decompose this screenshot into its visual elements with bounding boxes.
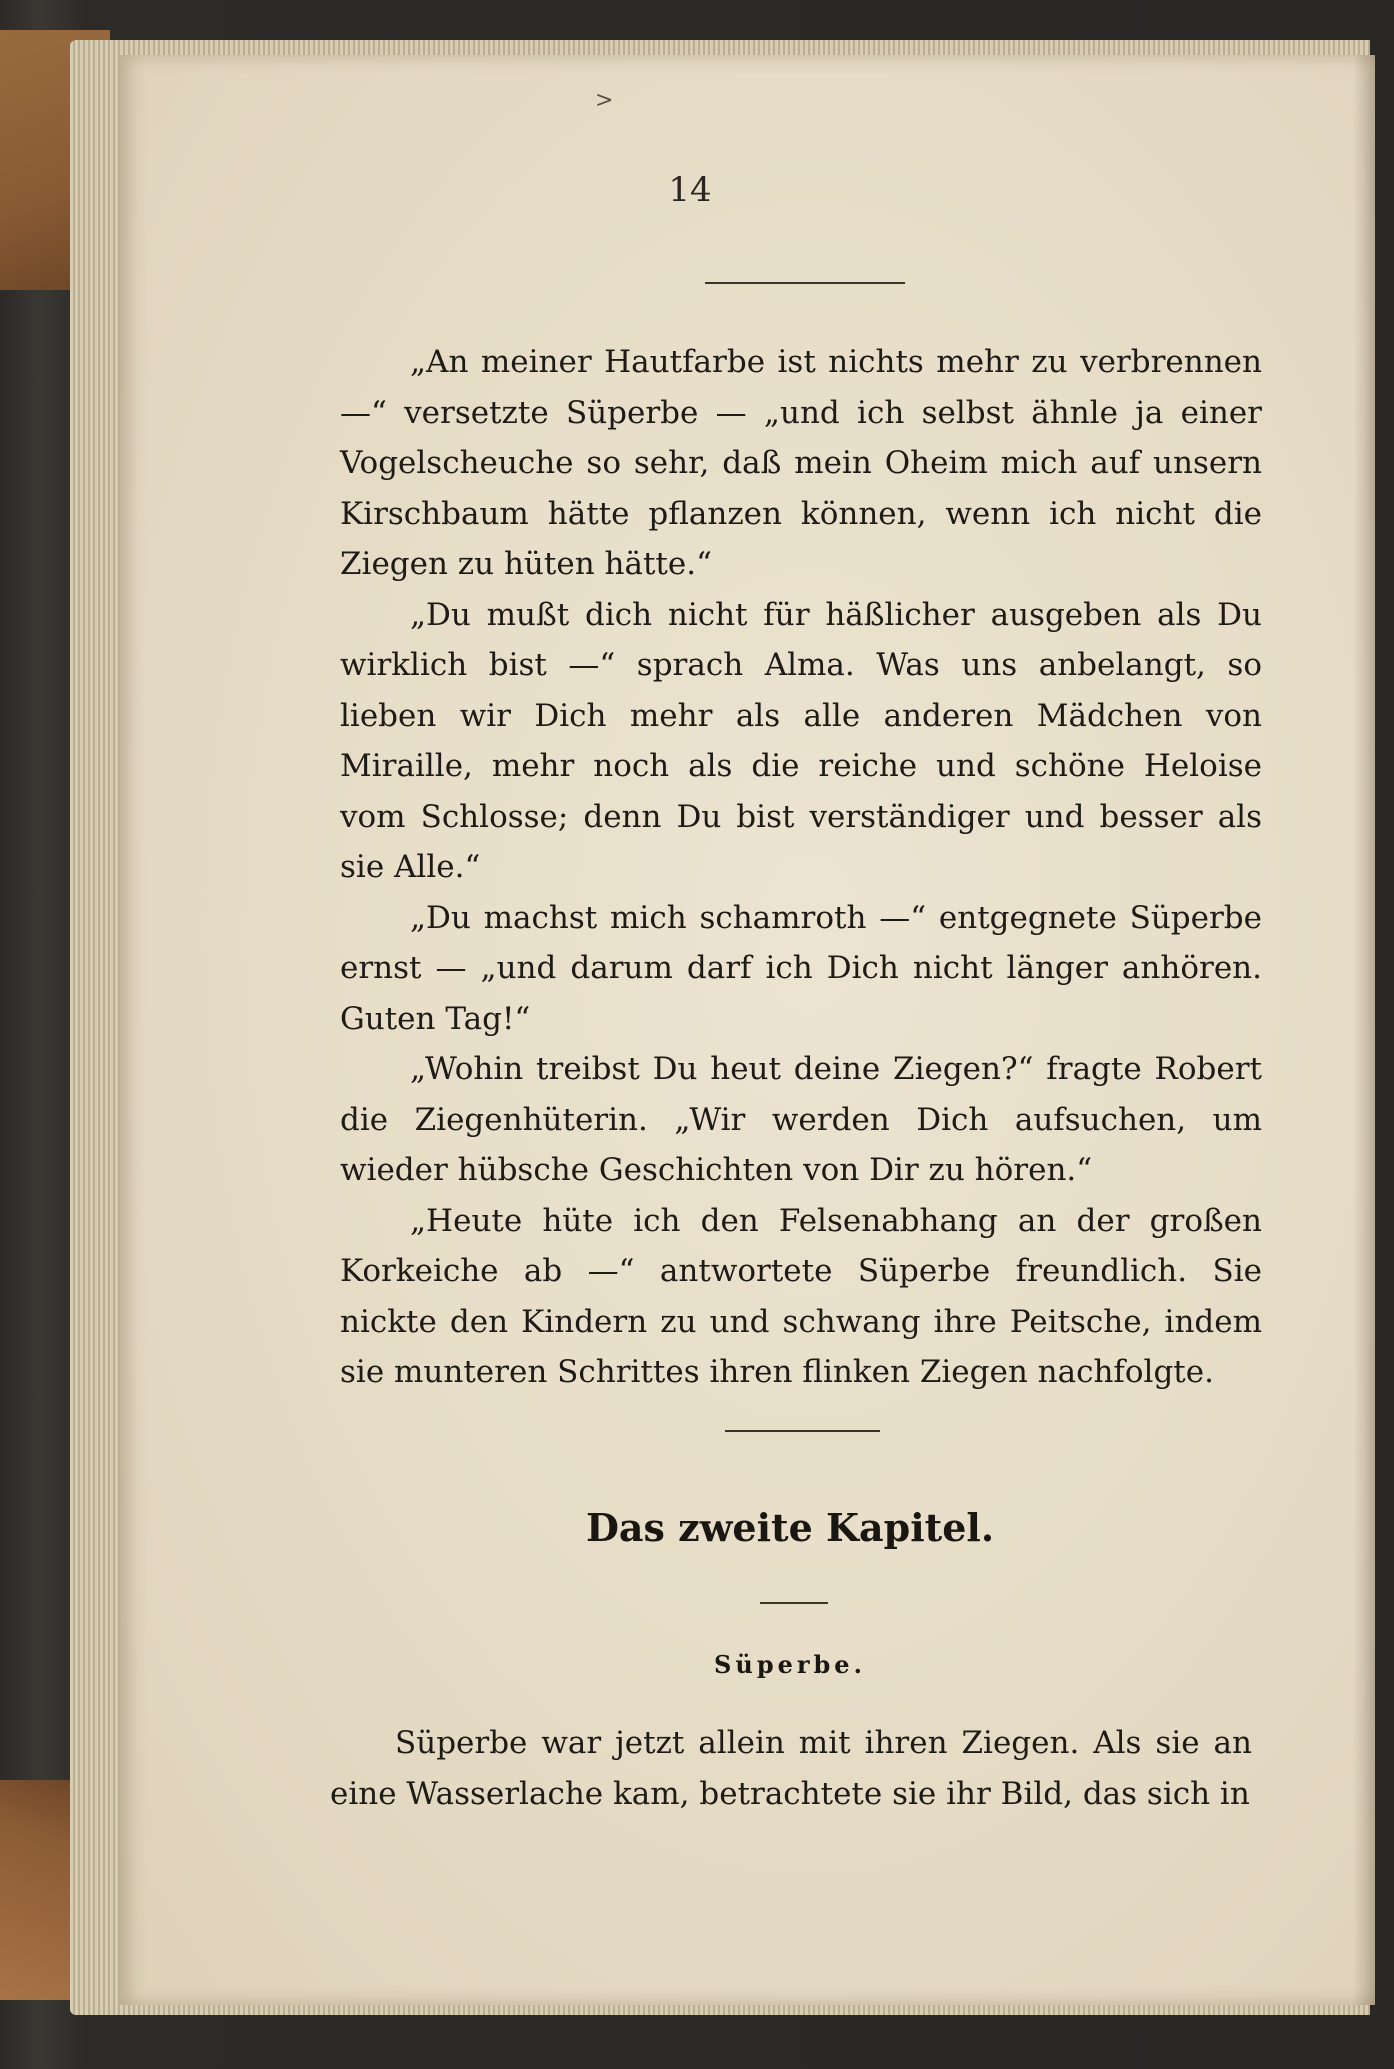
paragraph: „Wohin treibst Du heut deine Ziegen?“ fragte Robert die Ziegenhüterin. „Wir werden Dich aufsuchen, um wieder hübsche Geschichten von Dir zu hören.“ [340,1051,1262,1188]
chapter-rule [760,1602,828,1604]
paragraph: „Du machst mich schamroth —“ entgegnete Süperbe ernst — „und darum darf ich Dich nicht länger anhören. Guten Tag!“ [340,899,1262,1037]
paragraph: „An meiner Hautfarbe ist nichts mehr zu verbrennen —“ versetzte Süperbe — „und ich selbst ähnle ja einer Vogelscheuche so sehr, daß mein Oheim mich auf unsern Kirschbaum hätte pflanzen können, wenn ich nicht die Ziegen zu hüten hätte.“ [340,344,1262,582]
paragraph: „Du mußt dich nicht für häßlicher ausgeben als Du wirklich bist —“ sprach Alma. Was uns anbelangt, so lieben wir Dich mehr als alle anderen Mädchen von Miraille, mehr noch als die reiche und schöne Heloise vom Schlosse; denn Du bist verständiger und besser als sie Alle.“ [340,596,1262,885]
page-number: 14 [668,170,712,210]
paragraph: Süperbe war jetzt allein mit ihren Ziegen. Als sie an eine Wasserlache kam, betrachtete sie ihr Bild, das sich in [330,1725,1252,1812]
chapter-title: Das zweite Kapitel. [585,1505,995,1550]
spine-shadow [1353,55,1375,2005]
page-mark: > [595,88,614,113]
body-text [340,337,1262,1398]
chapter-text [330,1718,1252,1820]
paragraph: „Heute hüte ich den Felsenabhang an der großen Korkeiche ab —“ antwortete Süperbe freundlich. Sie nickte den Kindern zu und schwang ihre Peitsche, indem sie munteren Schrittes ihren flinken Ziegen nachfolgte. [340,1202,1262,1390]
header-rule [705,282,905,284]
section-rule [725,1430,880,1432]
chapter-subtitle: Süperbe. [714,1650,866,1679]
